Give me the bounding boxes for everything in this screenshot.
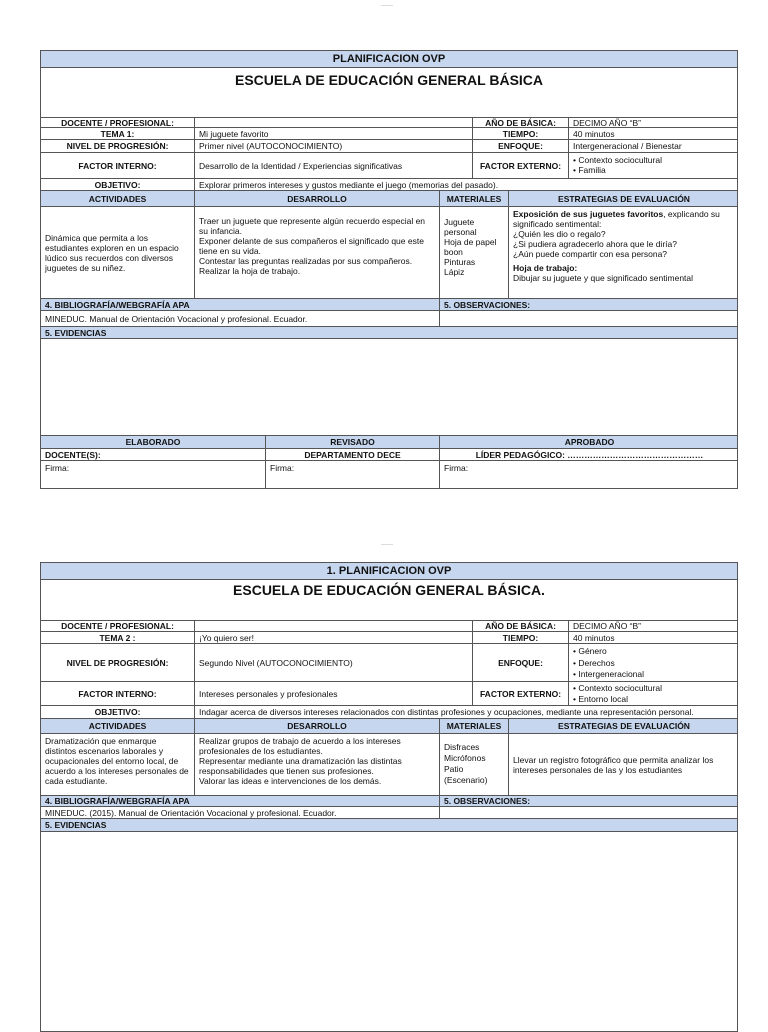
col-estrategias: ESTRATEGIAS DE EVALUACIÓN	[558, 721, 690, 731]
docentes-label: DOCENTE(S):	[41, 449, 266, 460]
sheet-header-title: PLANIFICACION OVP	[332, 53, 446, 65]
observaciones-label: 5. OBSERVACIONES:	[444, 796, 531, 806]
factor-interno-value: Intereses personales y profesionales	[195, 682, 473, 705]
aprobado-label: APROBADO	[564, 437, 615, 447]
observaciones-label: 5. OBSERVACIONES:	[444, 299, 531, 310]
biblio-label: 4. BIBLIOGRAFÍA/WEBGRAFÍA APA	[41, 796, 440, 806]
factor-externo-item: • Familia	[573, 165, 606, 175]
evidencias-label: 5. EVIDENCIAS	[45, 327, 107, 338]
planning-sheet-2	[40, 562, 738, 1032]
objetivo-label: OBJETIVO:	[41, 706, 195, 718]
estrategias-bold: Exposición de sus juguetes favoritos	[513, 209, 664, 219]
objetivo-row	[41, 179, 737, 191]
objetivo-label: OBJETIVO:	[41, 179, 195, 190]
page-mark-top: ———	[381, 2, 393, 7]
nivel-row	[41, 140, 737, 153]
activities-row	[41, 734, 737, 796]
columns-header	[41, 191, 737, 207]
factor-row	[41, 682, 737, 706]
nivel-row	[41, 644, 737, 682]
biblio-row	[41, 311, 737, 327]
school-name: ESCUELA DE EDUCACIÓN GENERAL BÁSICA.	[233, 582, 545, 598]
firma-elaborado: Firma:	[41, 461, 266, 488]
columns-header	[41, 719, 737, 734]
desarrollo-text: Traer un juguete que represente algún recuerdo especial en su infancia. Exponer delante de sus compañeros el significado que este tiene en su vida. Contestar las preguntas realizadas por sus compañeros. Realizar la hoja de trabajo.	[195, 207, 440, 298]
lider-label: LÍDER PEDAGÓGICO: …………………………………………	[475, 449, 704, 460]
anio-label: AÑO DE BÁSICA:	[473, 621, 569, 631]
actividades-text: Dramatización que enmarque distintos escenarios laborales y ocupacionales del entorno local, de acuerdo a los intereses personales de cada estudiante.	[41, 734, 195, 795]
enfoque-item: • Género	[573, 646, 607, 656]
anio-value: DECIMO AÑO “B”	[573, 621, 642, 631]
biblio-value: MINEDUC. (2015). Manual de Orientación Vocacional y profesional. Ecuador.	[41, 807, 440, 818]
evidencias-header	[41, 327, 737, 339]
sheet-header	[41, 563, 737, 580]
biblio-value: MINEDUC. Manual de Orientación Vocacional y profesional. Ecuador.	[41, 311, 440, 326]
enfoque-label: ENFOQUE:	[473, 644, 569, 681]
hoja-trabajo-label: Hoja de trabajo:	[513, 263, 578, 273]
observaciones-value	[440, 807, 739, 818]
signatures-roles	[41, 449, 737, 461]
tiempo-value: 40 minutos	[573, 632, 615, 643]
tema-value: ¡Yo quiero ser!	[195, 632, 473, 643]
anio-value: DECIMO AÑO “B”	[573, 118, 642, 127]
school-row	[41, 68, 737, 118]
evidencias-area	[41, 339, 737, 436]
school-name: ESCUELA DE EDUCACIÓN GENERAL BÁSICA	[234, 72, 544, 88]
page-mark-mid: ———	[381, 541, 393, 546]
factor-interno-label: FACTOR INTERNO:	[41, 153, 195, 178]
planning-sheet-1	[40, 50, 738, 489]
firma-aprobado: Firma:	[444, 463, 469, 473]
col-estrategias: ESTRATEGIAS DE EVALUACIÓN	[558, 193, 690, 204]
docente-value	[195, 621, 473, 631]
factor-externo-item: • Contexto sociocultural	[573, 155, 662, 165]
objetivo-value: Indagar acerca de diversos intereses relacionados con distintas profesiones y ocupaciones, mediante una representación personal.	[199, 707, 694, 717]
nivel-value: Segundo Nivel (AUTOCONOCIMIENTO)	[195, 644, 473, 681]
col-actividades: ACTIVIDADES	[41, 191, 195, 206]
estrategias-rest: , explicando su significado sentimental: ¿Quién les dio o regalo? ¿Si pudiera agradecerlo ahora que le diría? ¿Aún puede compartir con esa persona?	[513, 209, 720, 259]
tema-row	[41, 632, 737, 644]
estrategias-text: Llevar un registro fotográfico que permita analizar los intereses personales de las y los estudiantes	[513, 754, 714, 775]
docente-label: DOCENTE / PROFESIONAL:	[41, 621, 195, 631]
evidencias-header	[41, 819, 737, 832]
biblio-header	[41, 299, 737, 311]
factor-externo-list	[569, 682, 739, 705]
objetivo-value: Explorar primeros intereses y gustos mediante el juego (memorias del pasado).	[199, 179, 499, 190]
firma-revisado: Firma:	[266, 461, 440, 488]
factor-interno-label: FACTOR INTERNO:	[41, 682, 195, 705]
tiempo-label: TIEMPO:	[473, 632, 569, 643]
docente-value	[195, 118, 473, 127]
col-actividades: ACTIVIDADES	[41, 719, 195, 733]
nivel-label: NIVEL DE PROGRESIÓN:	[41, 644, 195, 681]
materiales-text: Disfraces Micrófonos Patio (Escenario)	[440, 734, 509, 795]
col-desarrollo: DESARROLLO	[195, 719, 440, 733]
col-desarrollo: DESARROLLO	[195, 191, 440, 206]
col-materiales: MATERIALES	[440, 719, 509, 733]
biblio-row	[41, 807, 737, 819]
factor-row	[41, 153, 737, 179]
enfoque-item: • Intergeneracional	[573, 669, 645, 679]
hoja-trabajo-value: Dibujar su juguete y que significado sentimental	[513, 273, 694, 283]
factor-externo-label: FACTOR EXTERNO:	[473, 153, 569, 178]
docente-row	[41, 118, 737, 128]
tema-label: TEMA 2 :	[41, 632, 195, 643]
tema-row	[41, 128, 737, 140]
enfoque-value: Intergeneracional / Bienestar	[573, 141, 682, 151]
enfoque-list	[569, 644, 739, 681]
col-materiales: MATERIALES	[440, 191, 509, 206]
factor-interno-value: Desarrollo de la Identidad / Experiencias significativas	[195, 153, 473, 178]
sheet-header	[41, 51, 737, 68]
biblio-label: 4. BIBLIOGRAFÍA/WEBGRAFÍA APA	[41, 299, 440, 310]
evidencias-label: 5. EVIDENCIAS	[45, 820, 107, 830]
objetivo-row	[41, 706, 737, 719]
nivel-value: Primer nivel (AUTOCONOCIMIENTO)	[195, 140, 473, 152]
activities-row	[41, 207, 737, 299]
factor-externo-list	[569, 153, 739, 178]
tema-label: TEMA 1:	[41, 128, 195, 139]
factor-externo-label: FACTOR EXTERNO:	[473, 682, 569, 705]
enfoque-label: ENFOQUE:	[473, 140, 569, 152]
docente-row	[41, 621, 737, 632]
tema-value: Mi juguete favorito	[195, 128, 473, 139]
signatures-header	[41, 436, 737, 449]
school-row	[41, 580, 737, 621]
observaciones-value	[440, 311, 739, 326]
revisado-label: REVISADO	[266, 436, 440, 448]
elaborado-label: ELABORADO	[41, 436, 266, 448]
sheet-header-title: 1. PLANIFICACION OVP	[326, 565, 452, 577]
signatures-firmas	[41, 461, 737, 488]
tiempo-label: TIEMPO:	[473, 128, 569, 139]
tiempo-value: 40 minutos	[573, 128, 615, 139]
docente-label: DOCENTE / PROFESIONAL:	[41, 118, 195, 127]
factor-externo-item: • Contexto sociocultural	[573, 683, 662, 693]
factor-externo-item: • Entorno local	[573, 694, 628, 704]
anio-label: AÑO DE BÁSICA:	[473, 118, 569, 127]
materiales-text: Juguete personal Hoja de papel boon Pinturas Lápiz	[440, 207, 509, 298]
estrategias-text	[509, 207, 739, 298]
dece-label: DEPARTAMENTO DECE	[266, 449, 440, 460]
actividades-text: Dinámica que permita a los estudiantes exploren en un espacio lúdico sus recuerdos con diversos juguetes de su niñez.	[41, 207, 195, 298]
enfoque-item: • Derechos	[573, 657, 615, 668]
biblio-header	[41, 796, 737, 807]
nivel-label: NIVEL DE PROGRESIÓN:	[41, 140, 195, 152]
desarrollo-text: Realizar grupos de trabajo de acuerdo a los intereses profesionales de los estudiantes. Representar mediante una dramatización las distintas responsabilidades que tienen sus profesiones. Valorar las ideas e intervenciones de los demás.	[195, 734, 440, 795]
